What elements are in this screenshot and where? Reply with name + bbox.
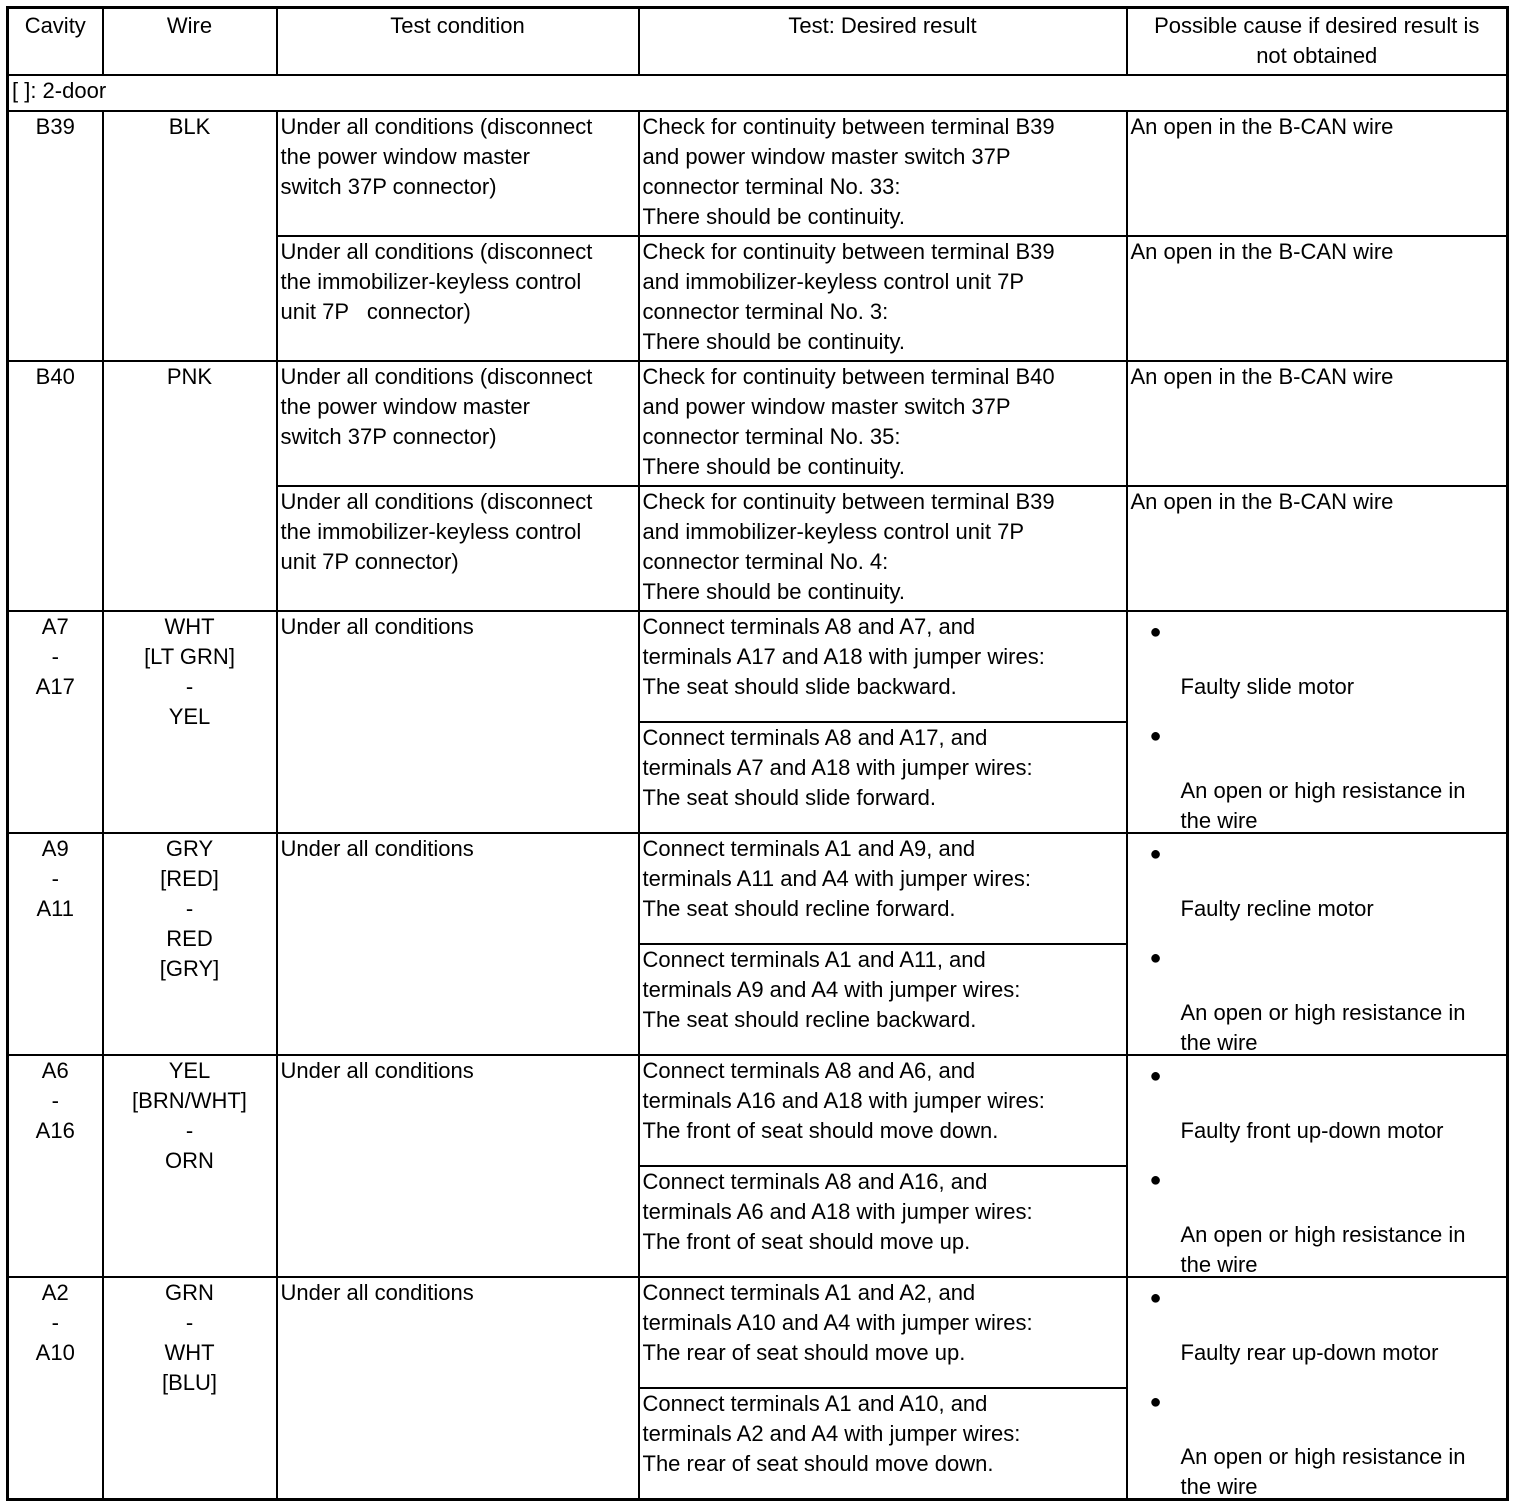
cavity-cell: A9 - A11 bbox=[8, 833, 103, 1055]
condition-cell: Under all conditions (disconnect the immobilizer-keyless control unit 7P connector) bbox=[277, 486, 639, 611]
result-cell: Connect terminals A8 and A16, and terminals A6 and A18 with jumper wires: The front of seat should move up. bbox=[639, 1166, 1127, 1277]
wire-cell: GRY [RED] - RED [GRY] bbox=[103, 833, 277, 1055]
condition-cell: Under all conditions bbox=[277, 833, 639, 1055]
result-cell: Check for continuity between terminal B39 and immobilizer-keyless control unit 7P connector terminal No. 4: There should be continuity. bbox=[639, 486, 1127, 611]
cavity-cell: A7 - A17 bbox=[8, 611, 103, 833]
door-note: [ ]: 2-door bbox=[8, 75, 1508, 111]
result-cell: Connect terminals A1 and A10, and terminals A2 and A4 with jumper wires: The rear of seat should move down. bbox=[639, 1388, 1127, 1500]
wire-cell: YEL [BRN/WHT] - ORN bbox=[103, 1055, 277, 1277]
cavity-cell: A2 - A10 bbox=[8, 1277, 103, 1500]
cause-cell: An open in the B-CAN wire bbox=[1127, 486, 1508, 611]
result-cell: Connect terminals A1 and A11, and terminals A9 and A4 with jumper wires: The seat should recline backward. bbox=[639, 944, 1127, 1055]
condition-cell: Under all conditions bbox=[277, 1055, 639, 1277]
result-cell: Check for continuity between terminal B39 and power window master switch 37P connector terminal No. 33: There should be continuity. bbox=[639, 111, 1127, 236]
wire-cell: WHT [LT GRN] - YEL bbox=[103, 611, 277, 833]
bullet-icon: ● bbox=[1149, 1390, 1162, 1413]
header-cavity: Cavity bbox=[8, 8, 103, 75]
wire-cell: GRN - WHT [BLU] bbox=[103, 1277, 277, 1500]
table-row bbox=[8, 833, 1508, 944]
condition-cell: Under all conditions (disconnect the immobilizer-keyless control unit 7P connector) bbox=[277, 236, 639, 361]
bullet-icon: ● bbox=[1149, 842, 1162, 865]
result-cell: Connect terminals A8 and A6, and terminals A16 and A18 with jumper wires: The front of seat should move down. bbox=[639, 1055, 1127, 1166]
cavity-cell: A6 - A16 bbox=[8, 1055, 103, 1277]
cause-cell: ● Faulty recline motor ● An open or high resistance in the wire bbox=[1127, 833, 1508, 1055]
table-row bbox=[8, 1055, 1508, 1166]
condition-cell: Under all conditions (disconnect the power window master switch 37P connector) bbox=[277, 111, 639, 236]
header-cause-line: not obtained bbox=[1256, 43, 1378, 68]
note-row bbox=[8, 75, 1508, 111]
cause-cell: ● Faulty slide motor ● An open or high resistance in the wire bbox=[1127, 611, 1508, 833]
cause-cell: ● Faulty front up-down motor ● An open or high resistance in the wire bbox=[1127, 1055, 1508, 1277]
header-possible-cause bbox=[1127, 8, 1508, 75]
result-cell: Connect terminals A8 and A7, and terminals A17 and A18 with jumper wires: The seat should slide backward. bbox=[639, 611, 1127, 722]
table-row bbox=[8, 361, 1508, 486]
bullet-icon: ● bbox=[1149, 1168, 1162, 1191]
result-cell: Check for continuity between terminal B40 and power window master switch 37P connector terminal No. 35: There should be continuity. bbox=[639, 361, 1127, 486]
bullet-icon: ● bbox=[1149, 1286, 1162, 1309]
header-test-desired-result: Test: Desired result bbox=[639, 8, 1127, 75]
troubleshooting-table bbox=[6, 6, 1509, 1501]
bullet-icon: ● bbox=[1149, 724, 1162, 747]
cause-cell: An open in the B-CAN wire bbox=[1127, 111, 1508, 236]
cavity-cell: B40 bbox=[8, 361, 103, 611]
cause-cell: ● Faulty rear up-down motor ● An open or high resistance in the wire bbox=[1127, 1277, 1508, 1500]
result-cell: Connect terminals A8 and A17, and terminals A7 and A18 with jumper wires: The seat should slide forward. bbox=[639, 722, 1127, 833]
wire-cell: PNK bbox=[103, 361, 277, 611]
table-row bbox=[8, 111, 1508, 236]
wire-cell: BLK bbox=[103, 111, 277, 361]
document-page bbox=[6, 6, 1506, 1501]
cause-cell: An open in the B-CAN wire bbox=[1127, 236, 1508, 361]
bullet-icon: ● bbox=[1149, 620, 1162, 643]
header-wire: Wire bbox=[103, 8, 277, 75]
condition-cell: Under all conditions bbox=[277, 1277, 639, 1500]
condition-cell: Under all conditions (disconnect the power window master switch 37P connector) bbox=[277, 361, 639, 486]
header-test-condition: Test condition bbox=[277, 8, 639, 75]
header-row bbox=[8, 8, 1508, 75]
result-cell: Check for continuity between terminal B39 and immobilizer-keyless control unit 7P connector terminal No. 3: There should be continuity. bbox=[639, 236, 1127, 361]
bullet-icon: ● bbox=[1149, 1064, 1162, 1087]
table-row bbox=[8, 611, 1508, 722]
table-row bbox=[8, 1277, 1508, 1388]
condition-cell: Under all conditions bbox=[277, 611, 639, 833]
cause-cell: An open in the B-CAN wire bbox=[1127, 361, 1508, 486]
result-cell: Connect terminals A1 and A9, and terminals A11 and A4 with jumper wires: The seat should recline forward. bbox=[639, 833, 1127, 944]
result-cell: Connect terminals A1 and A2, and terminals A10 and A4 with jumper wires: The rear of seat should move up. bbox=[639, 1277, 1127, 1388]
header-cause-line: Possible cause if desired result is bbox=[1154, 13, 1480, 38]
bullet-icon: ● bbox=[1149, 946, 1162, 969]
cavity-cell: B39 bbox=[8, 111, 103, 361]
